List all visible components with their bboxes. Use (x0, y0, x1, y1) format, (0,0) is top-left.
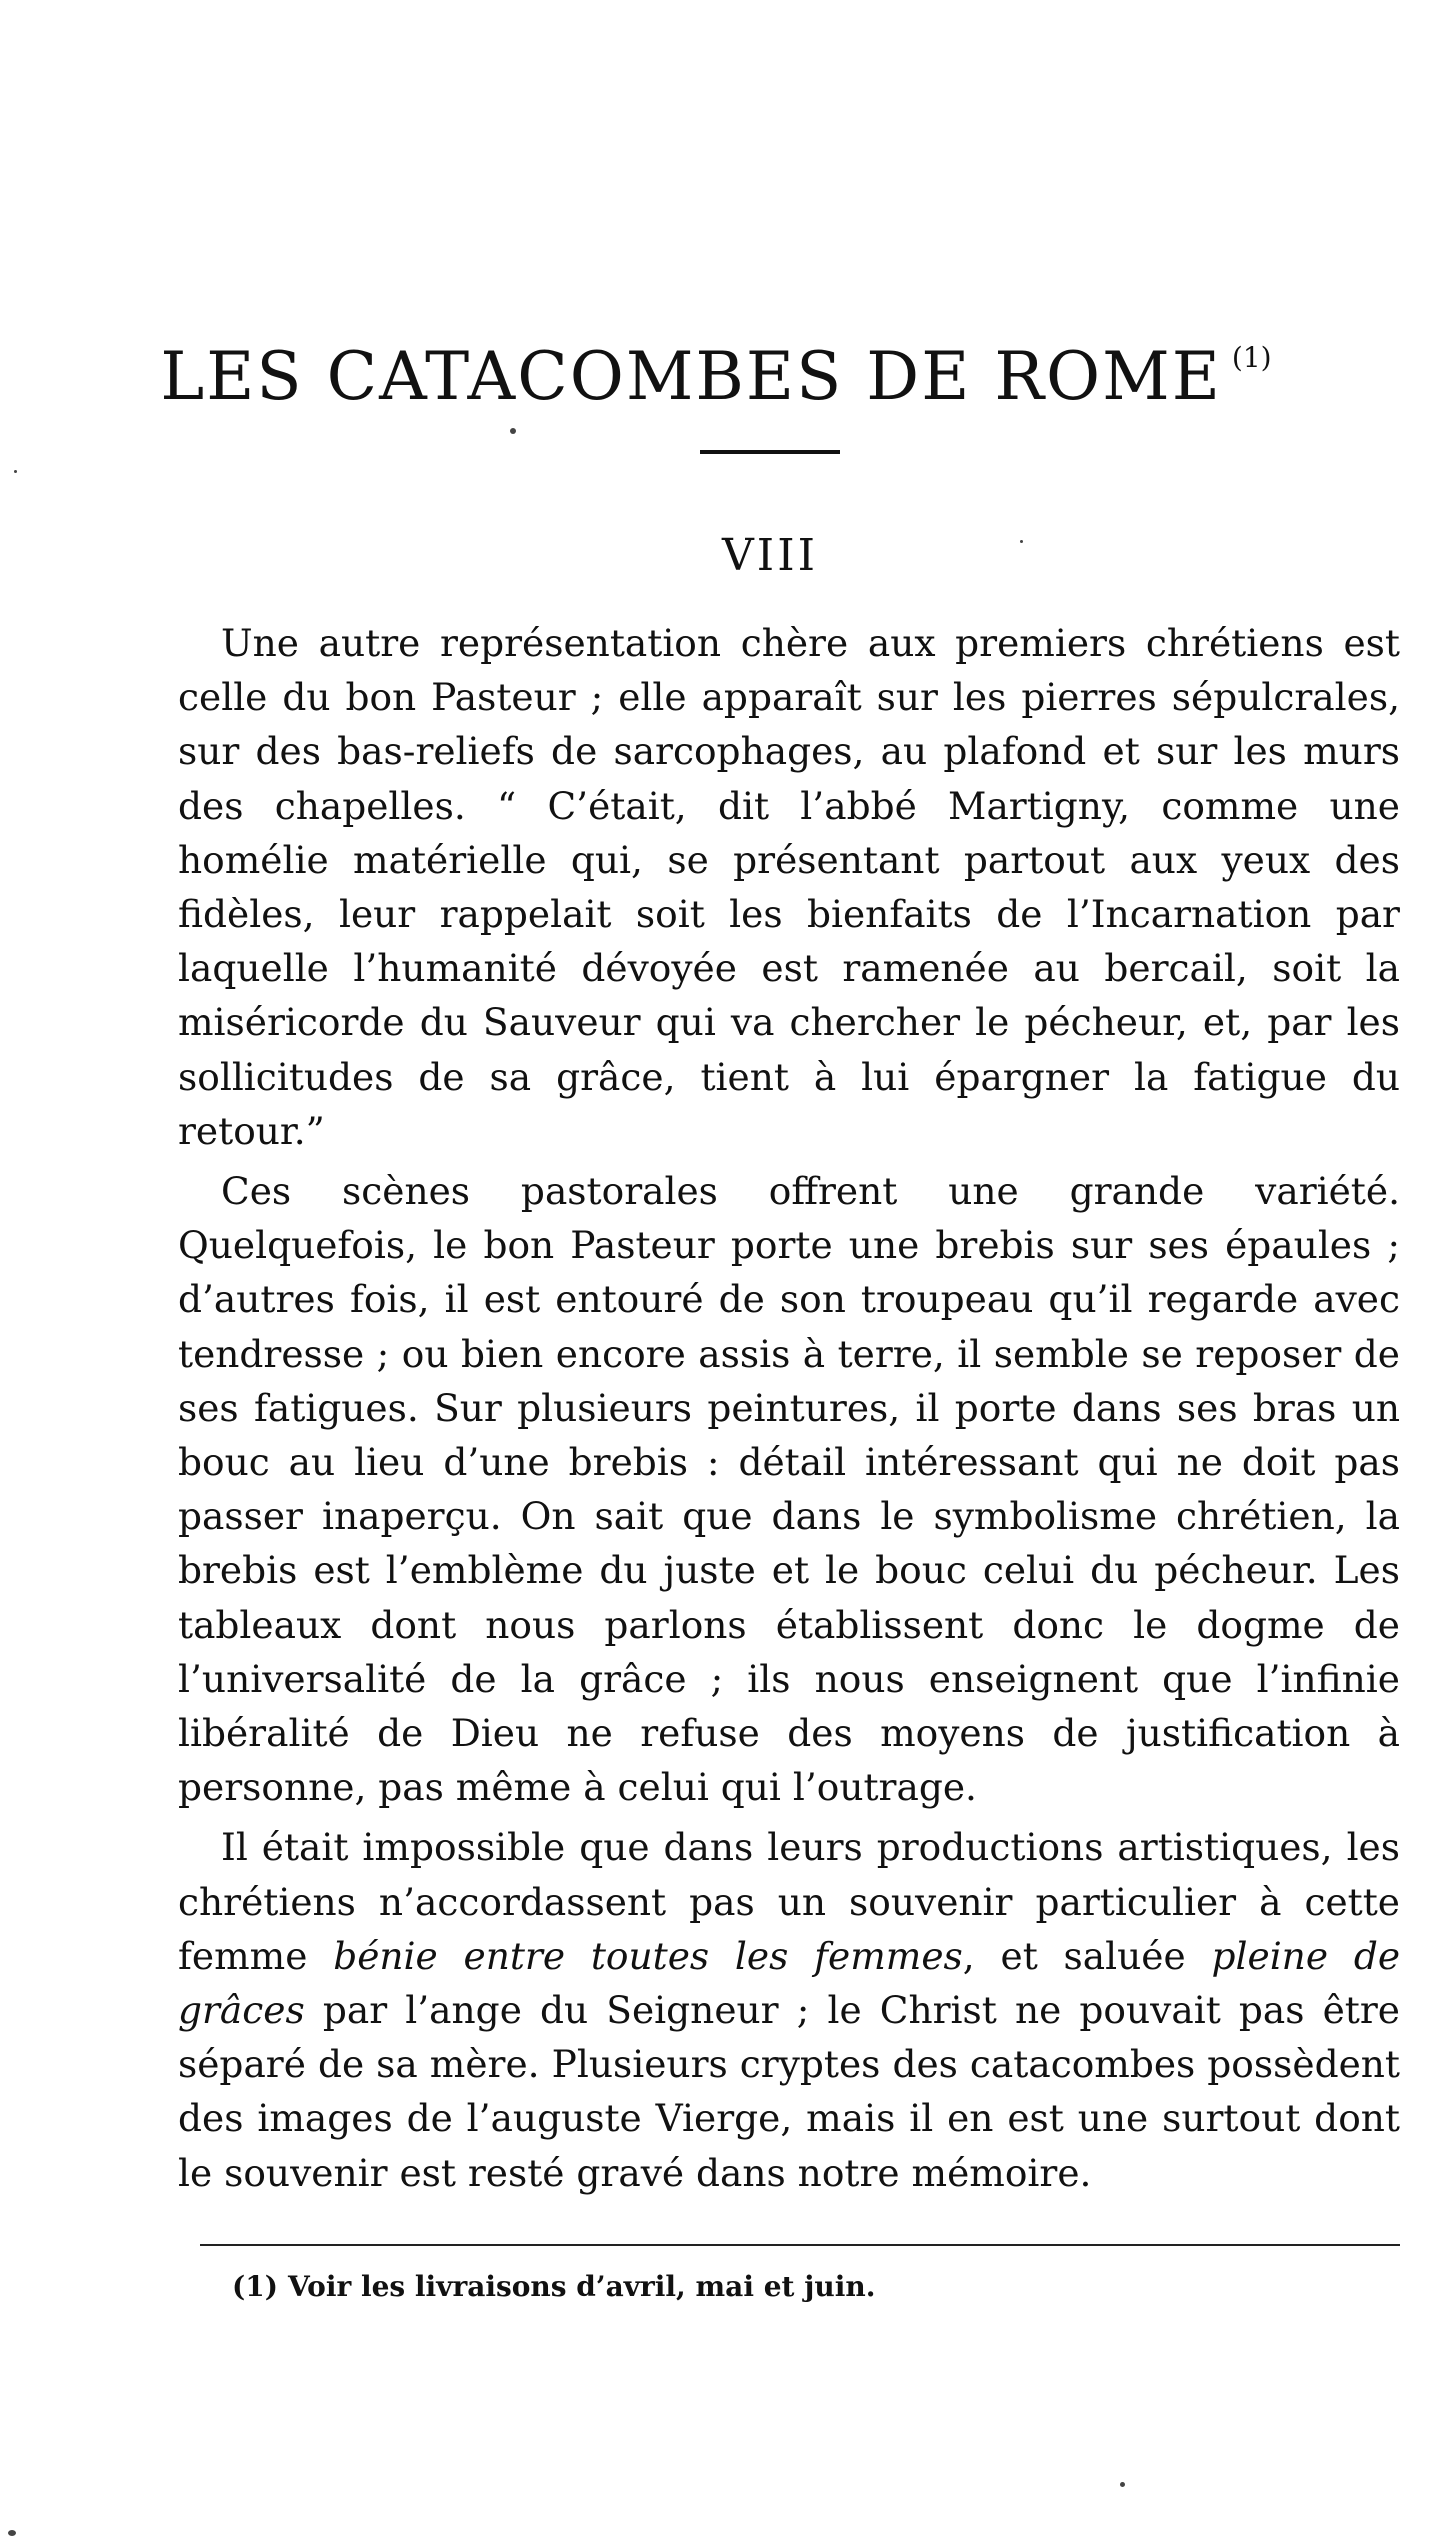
body-text (178, 616, 1400, 2200)
section-number: VIII (722, 530, 818, 581)
italic-phrase-benie: bénie entre toutes les femmes (333, 1933, 963, 1978)
paragraph-3-part-b: , et saluée (962, 1933, 1212, 1978)
paragraph-3 (178, 1820, 1400, 2199)
scan-speck (14, 470, 17, 473)
paragraph-3-part-a: Il était impossible que dans leurs productions artistiques, les chrétiens n’accordassent pas un souvenir particulier à cette femme (178, 1825, 1400, 1978)
scan-speck (8, 2530, 16, 2536)
footnote-mark: (1) (232, 2270, 278, 2303)
footnote (232, 2270, 875, 2303)
title-text: LES CATACOMBES DE ROME (160, 338, 1222, 416)
title-footnote-ref: (1) (1231, 341, 1272, 375)
paragraph-2: Ces scènes pastorales offrent une grande variété. Quelquefois, le bon Pasteur porte une brebis sur ses épaules ; d’autres fois, il est entouré de son troupeau qu’il regarde avec tendresse ; ou bien encore assis à terre, il semble se reposer de ses fatigues. Sur plusieurs peintures, il porte dans ses bras un bouc au lieu d’une brebis : détail intéressant qui ne doit pas passer inaperçu. On sait que dans le symbolisme chrétien, la brebis est l’emblème du juste et le bouc celui du pécheur. Les tableaux dont nous parlons établissent donc le dogme de l’universalité de la grâce ; ils nous enseignent que l’infinie libéralité de Dieu ne refuse des moyens de justification à personne, pas même à celui qui l’outrage. (178, 1169, 1400, 1810)
scan-speck (1120, 2482, 1125, 2487)
title-divider (700, 450, 840, 454)
paragraph-1: Une autre représentation chère aux premiers chrétiens est celle du bon Pasteur ; elle apparaît sur les pierres sépulcrales, sur des bas-reliefs de sarcophages, au plafond et sur les murs des chapelles. “ C’était, dit l’abbé Martigny, comme une homélie matérielle qui, se présentant partout aux yeux des fidèles, leur rappelait soit les bienfaits de l’Incarnation par laquelle l’humanité dévoyée est ramenée au bercail, soit la miséricorde du Sauveur qui va chercher le pécheur, et, par les sollicitudes de sa grâce, tient à lui épargner la fatigue du retour.” (178, 621, 1400, 1153)
scan-speck (510, 428, 516, 434)
paragraph-3-part-c: par l’ange du Seigneur ; le Christ ne pouvait pas être séparé de sa mère. Plusieurs cryptes des catacombes possèdent des images de l’auguste Vierge, mais il en est une surtout dont le souvenir est resté gravé dans notre mémoire. (178, 1988, 1400, 2195)
scan-speck (1020, 540, 1023, 543)
footnote-text: Voir les livraisons d’avril, mai et juin. (287, 2270, 876, 2303)
page-title (0, 338, 1432, 416)
footnote-divider (200, 2244, 1400, 2246)
italic-phrase-pleine: pleine de grâces (178, 1933, 1401, 2033)
